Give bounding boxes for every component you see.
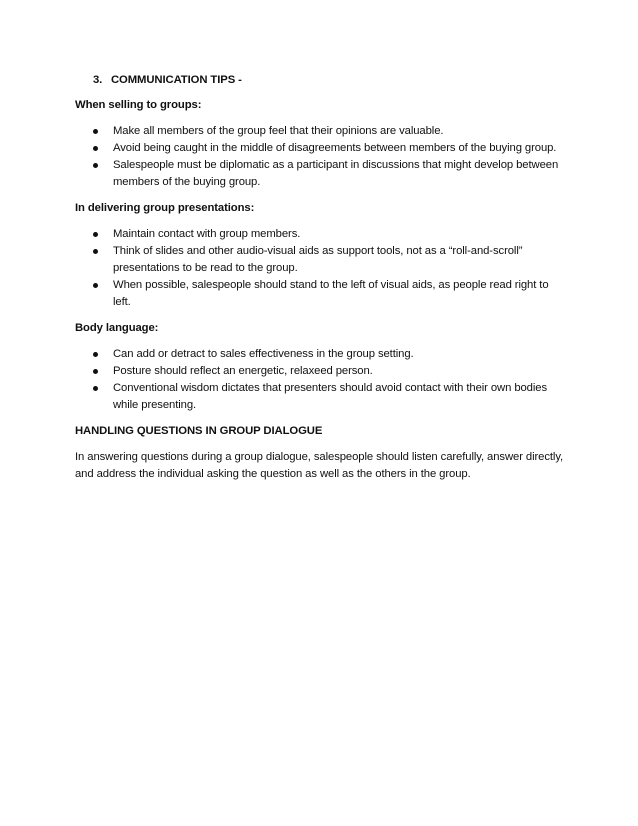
section-heading bbox=[75, 72, 565, 89]
list-item bbox=[75, 277, 565, 311]
list-item-text: When possible, salespeople should stand to the left of visual aids, as people read right to left. bbox=[113, 279, 549, 308]
bullet-icon bbox=[93, 232, 98, 237]
bullet-icon bbox=[93, 283, 98, 288]
list-item bbox=[75, 157, 565, 191]
bullet-list-selling-to-groups bbox=[75, 123, 565, 191]
list-item bbox=[75, 140, 565, 157]
bullet-icon bbox=[93, 369, 98, 374]
bullet-icon bbox=[93, 249, 98, 254]
subheading-handling-questions: HANDLING QUESTIONS IN GROUP DIALOGUE bbox=[75, 425, 323, 437]
bullet-icon bbox=[93, 386, 98, 391]
list-item bbox=[75, 363, 565, 380]
list-item-text: Think of slides and other audio-visual aids as support tools, not as a “roll-and-scroll” presentations to be read to the group. bbox=[113, 245, 523, 274]
list-item bbox=[75, 243, 565, 277]
list-item-text: Can add or detract to sales effectiveness in the group setting. bbox=[113, 348, 414, 360]
handling-questions-paragraph: In answering questions during a group dialogue, salespeople should listen carefully, answer directly, and address the individual asking the question as well as the others in the group. bbox=[75, 451, 564, 480]
list-item-text: Conventional wisdom dictates that presenters should avoid contact with their own bodies while presenting. bbox=[113, 382, 548, 411]
subheading-group-presentations: In delivering group presentations: bbox=[75, 202, 255, 214]
list-item bbox=[75, 380, 565, 414]
section-number: 3. bbox=[93, 74, 103, 86]
subheading-selling-to-groups: When selling to groups: bbox=[75, 99, 202, 111]
list-item bbox=[75, 123, 565, 140]
bullet-list-body-language bbox=[75, 346, 565, 414]
bullet-icon bbox=[93, 129, 98, 134]
subheading-body-language: Body language: bbox=[75, 322, 159, 334]
bullet-icon bbox=[93, 146, 98, 151]
bullet-list-group-presentations bbox=[75, 226, 565, 311]
list-item-text: Posture should reflect an energetic, relaxeed person. bbox=[113, 365, 373, 377]
list-item-text: Avoid being caught in the middle of disagreements between members of the buying group. bbox=[113, 142, 557, 154]
bullet-icon bbox=[93, 163, 98, 168]
list-item-text: Salespeople must be diplomatic as a participant in discussions that might develop between members of the buying group. bbox=[113, 159, 559, 188]
document-body bbox=[75, 72, 565, 483]
bullet-icon bbox=[93, 352, 98, 357]
section-title: COMMUNICATION TIPS - bbox=[111, 74, 242, 86]
list-item-text: Maintain contact with group members. bbox=[113, 228, 301, 240]
list-item bbox=[75, 226, 565, 243]
list-item bbox=[75, 346, 565, 363]
list-item-text: Make all members of the group feel that their opinions are valuable. bbox=[113, 125, 444, 137]
